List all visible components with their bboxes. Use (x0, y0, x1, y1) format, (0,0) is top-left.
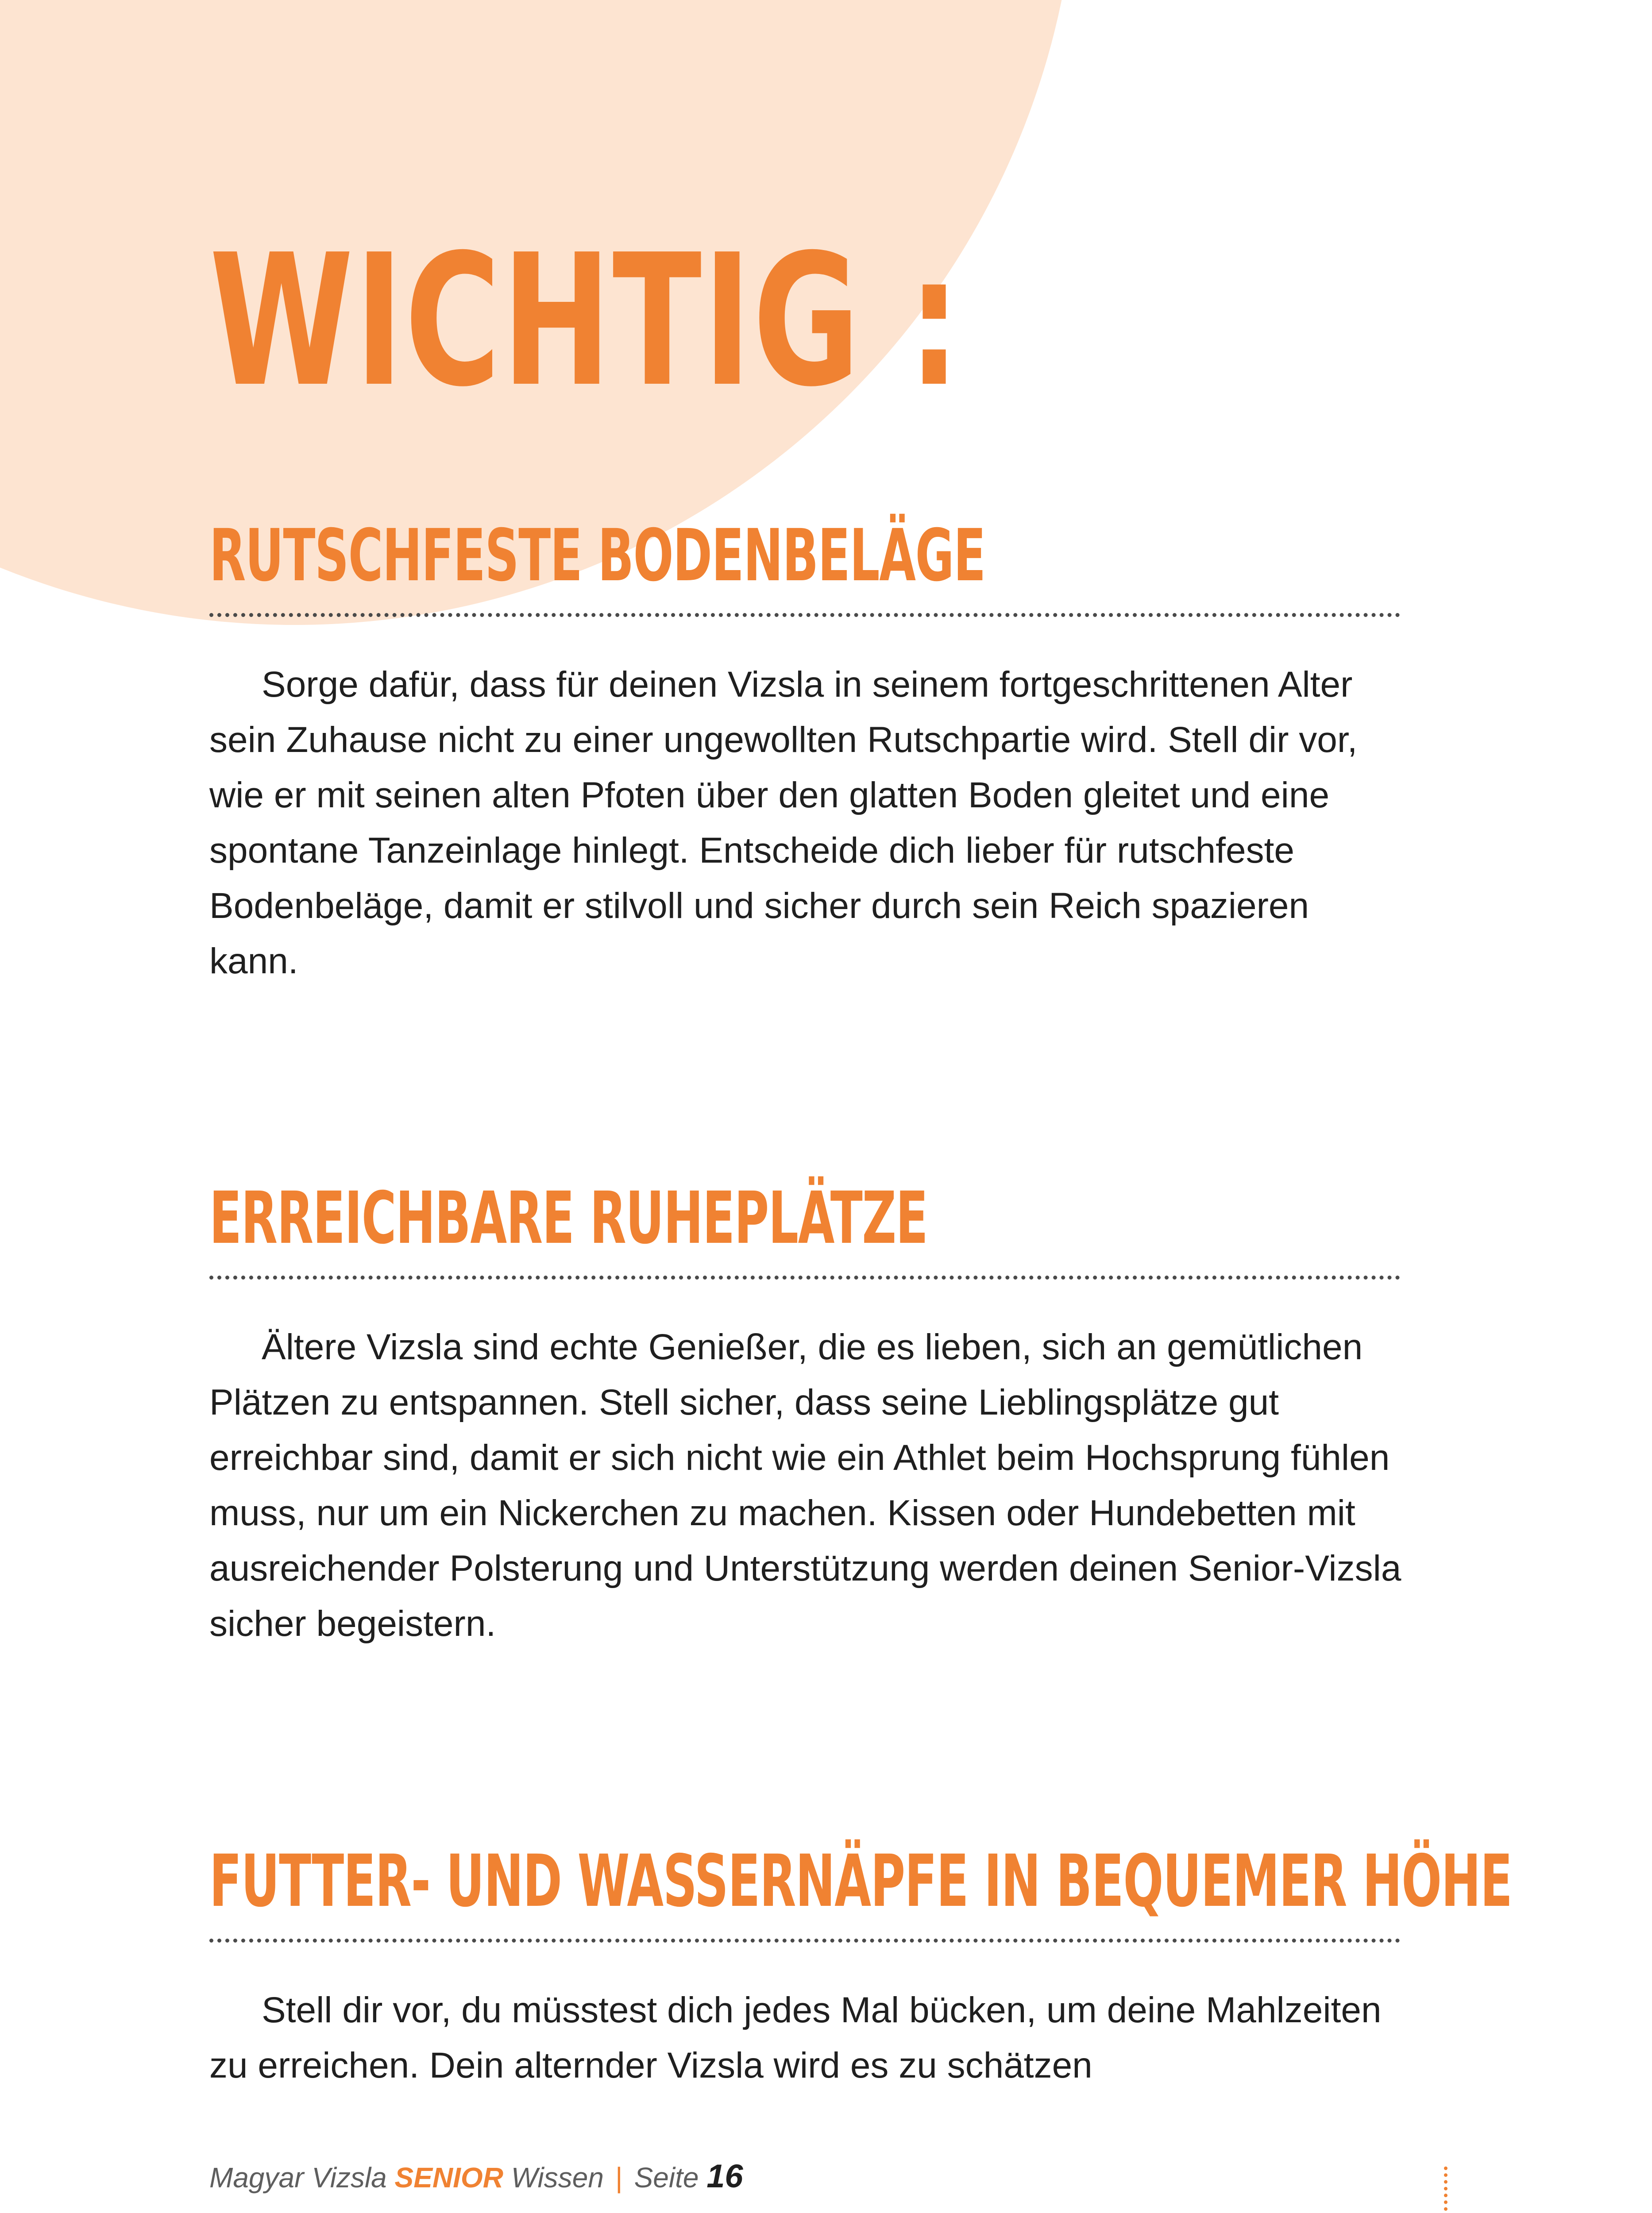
section-heading: RUTSCHFESTE BODENBELÄGE (209, 514, 985, 598)
footer-separator: | (615, 2162, 623, 2194)
dotted-divider (209, 1939, 1400, 1943)
section-heading: ERREICHBARE RUHEPLÄTZE (209, 1177, 928, 1260)
section-erreichbare-ruheplaetze (209, 1177, 1405, 1651)
section-body: Stell dir vor, du müsstest dich jedes Mal bücken, um deine Mahlzeiten zu erreichen. Dein alternder Vizsla wird es zu schätzen (209, 1990, 1382, 2086)
footer-brand-prefix: Magyar Vizsla (209, 2162, 395, 2194)
section-heading: FUTTER- UND WASSERNÄPFE IN BEQUEMER HÖHE (209, 1840, 1512, 1923)
dotted-divider (209, 613, 1400, 617)
footer-brand-suffix: Wissen (503, 2162, 604, 2194)
dotted-divider (209, 1276, 1400, 1280)
section-futter-wassernaepfe (209, 1840, 1512, 2093)
footer-page-label: Seite (634, 2162, 707, 2194)
section-rutschfeste-bodenbelaege (209, 514, 1405, 989)
section-body: Ältere Vizsla sind echte Genießer, die es lieben, sich an gemütlichen Plätzen zu entspannen. Stell sicher, dass seine Lieblingsplätze gut erreichbar sind, damit er sich nicht wie ein Athlet beim Hochsprung fühlen muss, nur um ein Nickerchen zu machen. Kissen oder Hundebetten mit ausreichender Polsterung und Unterstützung werden deinen Senior-Vizsla sicher begeistern. (209, 1327, 1401, 1644)
section-body: Sorge dafür, dass für deinen Vizsla in seinem fortgeschrittenen Alter sein Zuhause nicht zu einer ungewollten Rutschpartie wird. Stell dir vor, wie er mit seinen alten Pfoten über den glatten Boden gleitet und eine spontane Tanzeinlage hinlegt. Entscheide dich lieber für rutschfeste Bodenbeläge, damit er stilvoll und sicher durch sein Reich spazieren kann. (209, 664, 1358, 981)
page-title: WICHTIG : (209, 215, 962, 427)
page-edge-marker (1444, 2167, 1447, 2211)
page-footer (209, 2160, 743, 2193)
footer-page-number: 16 (706, 2158, 743, 2194)
footer-brand-accent: SENIOR (394, 2162, 503, 2194)
